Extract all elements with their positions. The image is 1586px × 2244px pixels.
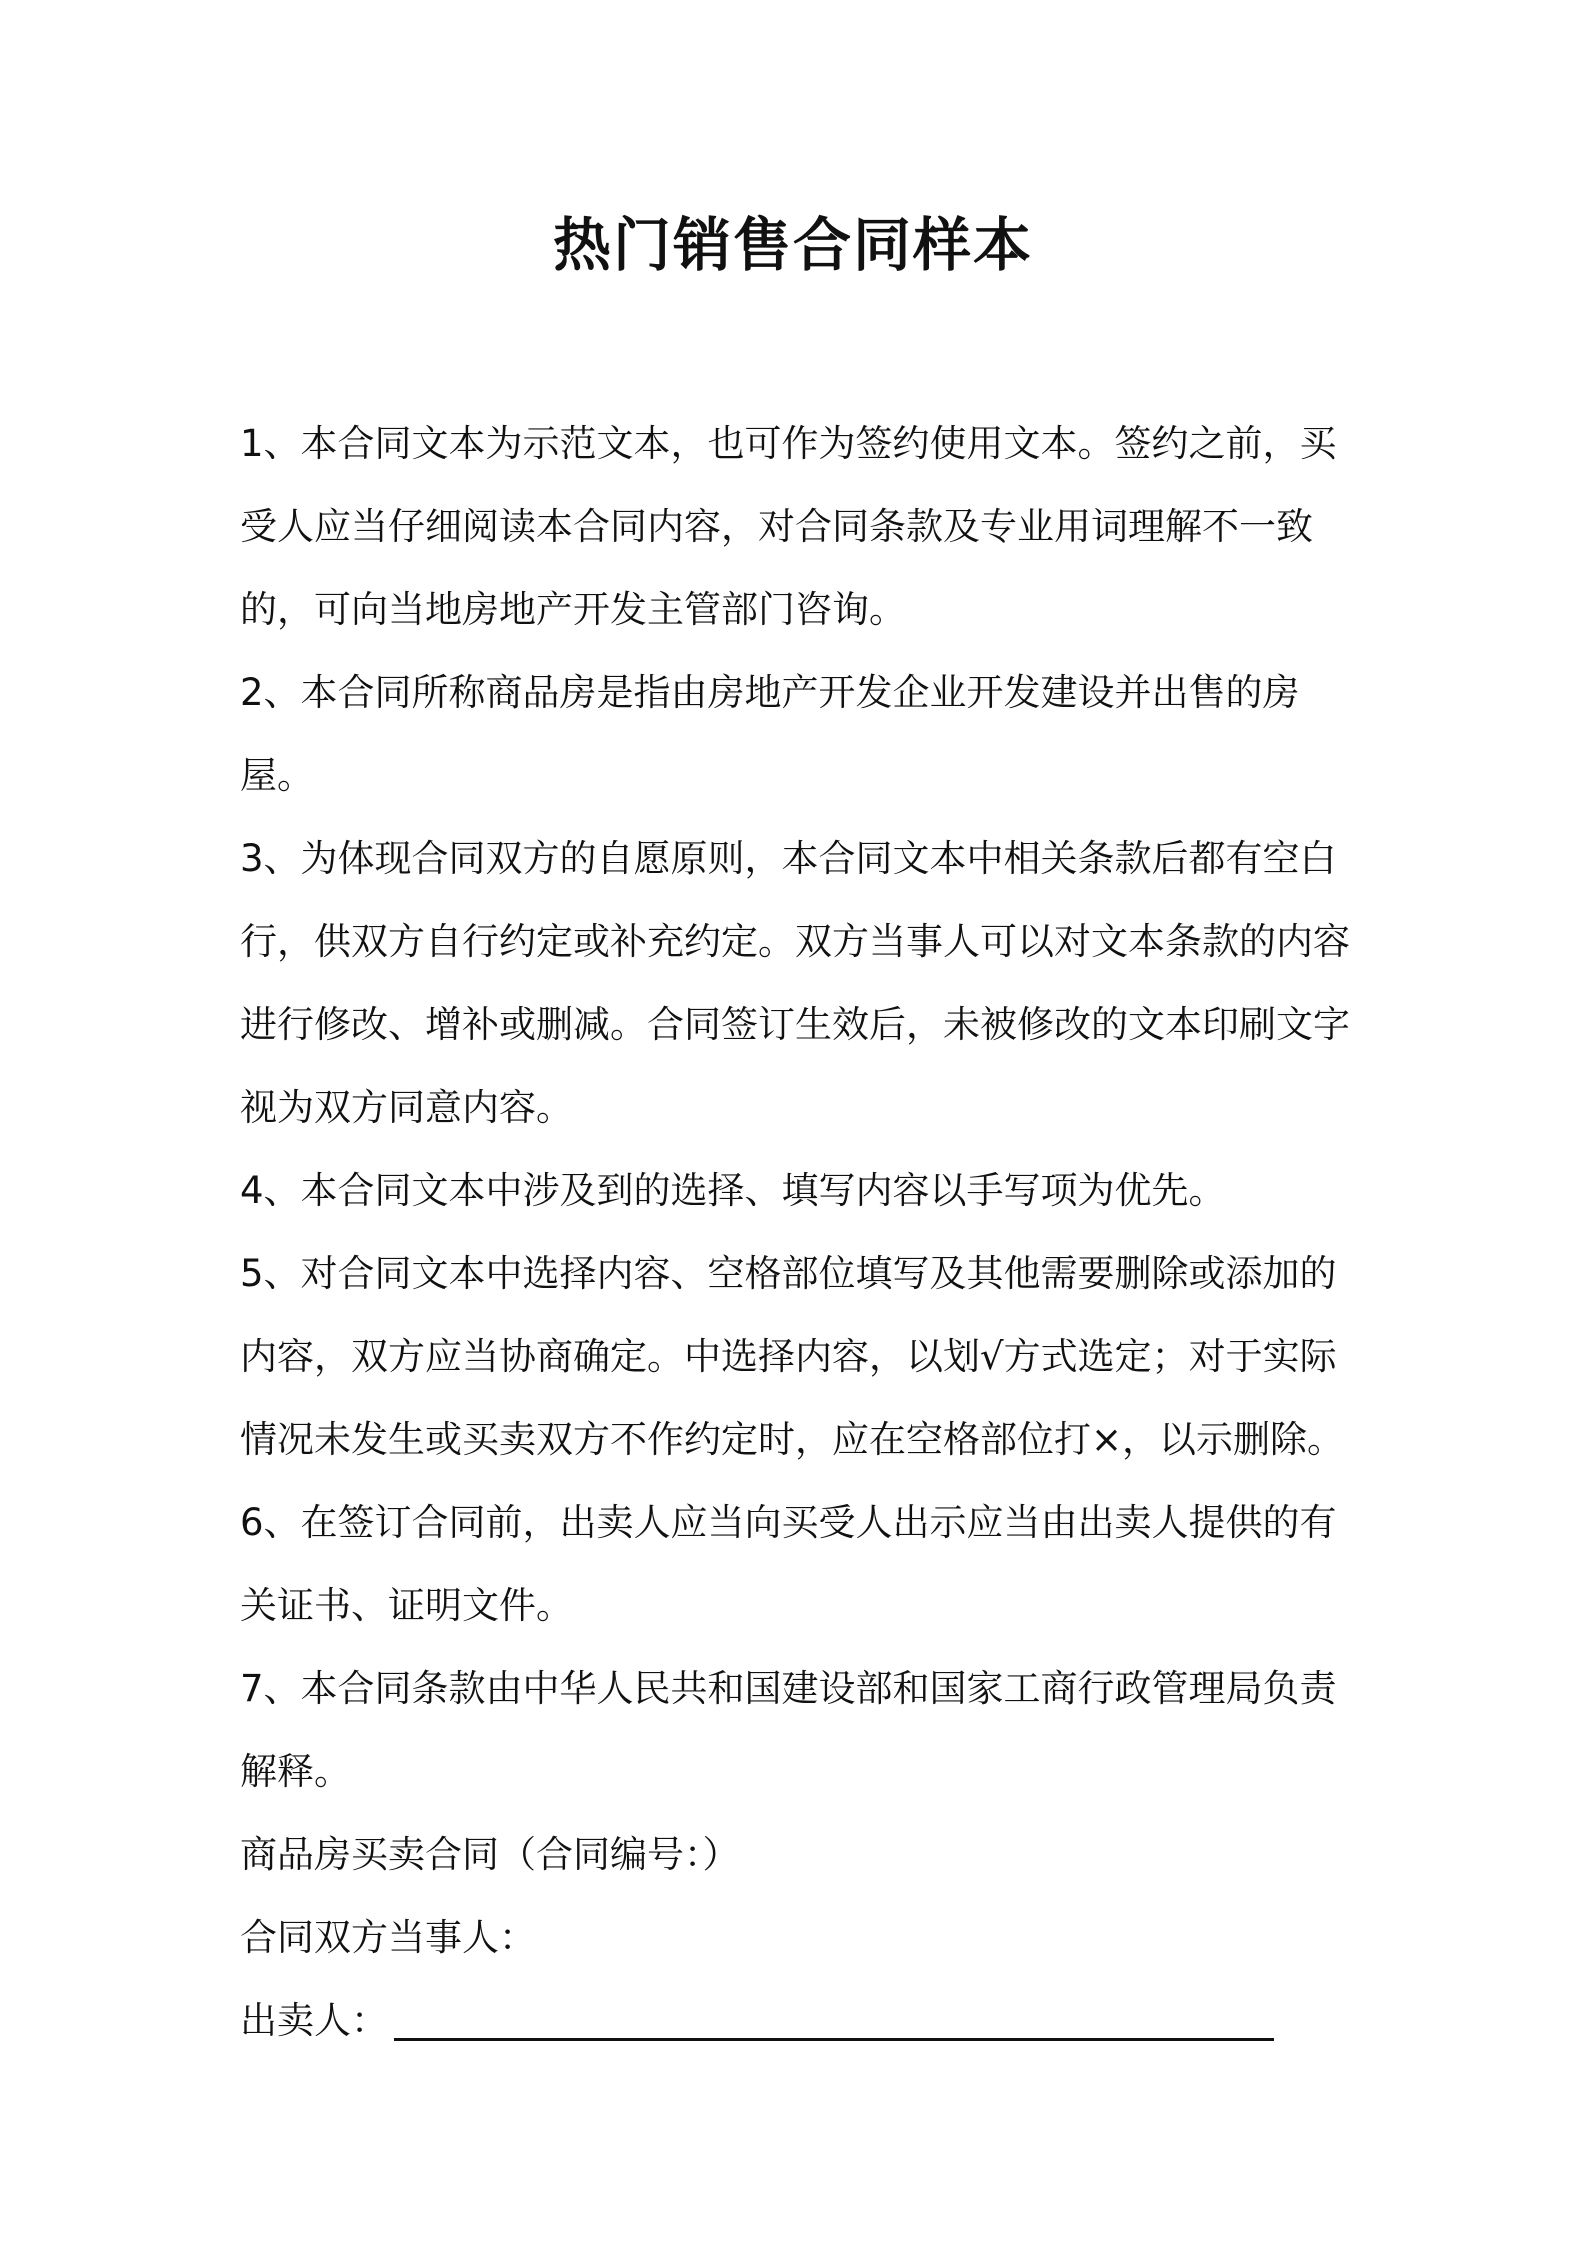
seller-field — [240, 1979, 1360, 2062]
document-body — [240, 402, 1360, 2062]
parties-heading: 合同双方当事人： — [240, 1916, 536, 1959]
paragraph-3: 3、为体现合同双方的自愿原则，本合同文本中相关条款后都有空白行，供双方自行约定或补充约定。双方当事人可以对文本条款的内容进行修改、增补或删减。合同签订生效后，未被修改的文本印刷文字视为双方同意内容。 — [240, 837, 1350, 1129]
paragraph-2: 2、本合同所称商品房是指由房地产开发企业开发建设并出售的房屋。 — [240, 671, 1300, 797]
document-title: 热门销售合同样本 — [552, 211, 1033, 279]
paragraph-7: 7、本合同条款由中华人民共和国建设部和国家工商行政管理局负责解释。 — [240, 1667, 1337, 1793]
paragraph-4: 4、本合同文本中涉及到的选择、填写内容以手写项为优先。 — [240, 1169, 1226, 1212]
paragraph-5: 5、对合同文本中选择内容、空格部位填写及其他需要删除或添加的内容，双方应当协商确定。中选择内容，以划√方式选定；对于实际情况未发生或买卖双方不作约定时，应在空格部位打×，以示删除。 — [240, 1252, 1345, 1461]
seller-blank-line[interactable] — [394, 2002, 1274, 2041]
contract-number-line: 商品房买卖合同（合同编号：） — [240, 1833, 740, 1876]
paragraph-1: 1、本合同文本为示范文本，也可作为签约使用文本。签约之前，买受人应当仔细阅读本合同内容，对合同条款及专业用词理解不一致的，可向当地房地产开发主管部门咨询。 — [240, 422, 1337, 631]
paragraph-6: 6、在签订合同前，出卖人应当向买受人出示应当由出卖人提供的有关证书、证明文件。 — [240, 1501, 1337, 1627]
seller-label: 出卖人： — [240, 1999, 388, 2042]
